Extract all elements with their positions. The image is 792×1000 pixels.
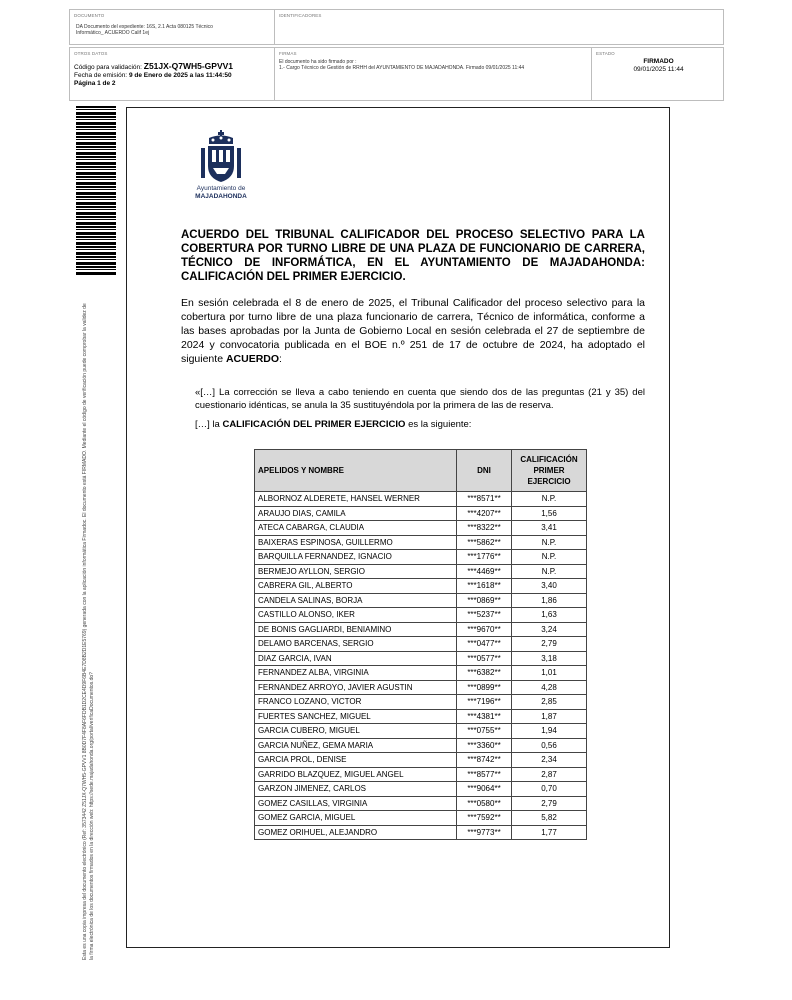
documento-label: DOCUMENTO [74,13,105,18]
header-identificadores-box [274,9,724,45]
cell-name: ALBORNOZ ALDERETE, HANSEL WERNER [255,492,457,507]
documento-value-2: Informático_ ACUERDO Calif 1ej [76,30,150,36]
quote2-end: es la siguiente: [405,419,472,430]
body-paragraph [181,296,645,366]
cell-dni: ***0577** [457,651,512,666]
majadahonda-crest-icon [189,128,253,200]
cell-score: 0,70 [512,782,587,797]
cell-name: CANDELA SALINAS, BORJA [255,593,457,608]
cell-score: 2,87 [512,767,587,782]
cell-score: 1,77 [512,825,587,840]
cell-dni: ***9773** [457,825,512,840]
cell-dni: ***9064** [457,782,512,797]
cell-dni: ***0755** [457,724,512,739]
side-verification-text: Esta es una copia impresa del documento electrónico (Ref: 3573442 Z51JX-Q7WH5-GPVV1 8B0D7F4F8AF6FDB1D2CE4D9F6B4E7D8B2D1E5769) generada con la aplicación informática Firmadoc. El documento está FIRMADO. Mediante el código de verificación puede comprobar la validez de la firma electrónica de los documentos firmados en la dirección web: https://sede.majadahonda.org/portal/verificaDocumentos.do? [82,303,95,960]
cell-name: DE BONIS GAGLIARDI, BENIAMINO [255,622,457,637]
header-estado-box [591,47,724,101]
cell-name: GARZON JIMENEZ, CARLOS [255,782,457,797]
cell-name: GARCIA PROL, DENISE [255,753,457,768]
cell-name: GOMEZ GARCIA, MIGUEL [255,811,457,826]
otros-label: OTROS DATOS [74,51,108,56]
cell-name: GARCIA CUBERO, MIGUEL [255,724,457,739]
table-row [255,550,587,565]
cell-score: 1,87 [512,709,587,724]
cell-name: ARAUJO DIAS, CAMILA [255,506,457,521]
table-row [255,637,587,652]
cell-dni: ***3360** [457,738,512,753]
validation-code: Z51JX-Q7WH5-GPVV1 [143,61,234,71]
header-firmas-box [274,47,592,101]
body-bold: ACUERDO [225,353,280,365]
cell-name: ATECA CABARGA, CLAUDIA [255,521,457,536]
cell-score: 1,56 [512,506,587,521]
cell-dni: ***0477** [457,637,512,652]
table-row [255,695,587,710]
cell-name: BARQUILLA FERNANDEZ, IGNACIO [255,550,457,565]
cell-name: DIAZ GARCIA, IVAN [255,651,457,666]
cell-name: DELAMO BARCENAS, SERGIO [255,637,457,652]
cell-score: 4,28 [512,680,587,695]
table-row [255,492,587,507]
body-end: : [279,353,282,365]
table-row [255,753,587,768]
cell-score: 2,85 [512,695,587,710]
table-row [255,593,587,608]
cell-dni: ***0869** [457,593,512,608]
cell-name: FRANCO LOZANO, VICTOR [255,695,457,710]
cell-dni: ***0899** [457,680,512,695]
body-text: En sesión celebrada el 8 de enero de 2025, el Tribunal Calificador del proceso selectivo para la cobertura por turno libre de una plaza funcionario de carrera, Técnico de informática, conforme a las bases aprobadas por la Junta de Gobierno Local en sesión celebrada el 27 de septiembre de 2024 y convocatoria publicada en el BOE n.º 251 de 17 de octubre de 2024, ha adoptado el siguiente [181,297,645,365]
firmas-line-2: 1.- Cargo Técnico de Gestión de RRHH del AYUNTAMIENTO DE MAJADAHONDA. Firmado 09/01/2025 11:44 [279,65,525,71]
table-row [255,564,587,579]
table-row [255,506,587,521]
cell-dni: ***1618** [457,579,512,594]
cell-dni: ***5862** [457,535,512,550]
table-row [255,622,587,637]
cell-dni: ***8742** [457,753,512,768]
cell-dni: ***7196** [457,695,512,710]
cell-name: FERNANDEZ ARROYO, JAVIER AGUSTIN [255,680,457,695]
cell-name: BERMEJO AYLLON, SERGIO [255,564,457,579]
cell-score: 3,40 [512,579,587,594]
table-header-row [255,450,587,492]
cell-score: 2,79 [512,637,587,652]
estado-label: ESTADO [596,51,615,56]
estado-value: FIRMADO [643,58,674,65]
table-row [255,651,587,666]
header-documento-box [69,9,275,45]
table-row [255,724,587,739]
table-row [255,579,587,594]
quote-paragraph-2 [195,418,645,431]
cell-dni: ***8571** [457,492,512,507]
cell-score: 1,63 [512,608,587,623]
cell-dni: ***7592** [457,811,512,826]
quote2-bold: CALIFICACIÓN DEL PRIMER EJERCICIO [222,419,406,430]
table-row [255,811,587,826]
header-calificacion: CALIFICACIÓN PRIMER EJERCICIO [512,450,587,492]
cell-dni: ***4207** [457,506,512,521]
header-dni: DNI [457,450,512,492]
quote-paragraph-1: «[…] La corrección se lleva a cabo teniendo en cuenta que siendo dos de las preguntas (21 y 35) del cuestionario idénticas, se anula la 35 sustituyéndola por la primera de las de reserva. [195,387,645,411]
cell-dni: ***5237** [457,608,512,623]
cell-dni: ***8577** [457,767,512,782]
codigo-prefix: Código para validación: [74,64,142,71]
table-row [255,666,587,681]
cell-score: 2,34 [512,753,587,768]
header-name: APELIDOS Y NOMBRE [255,450,457,492]
cell-score: 3,18 [512,651,587,666]
quote2-start: […] la [195,419,223,430]
firmas-line-1: El documento ha sido firmado por : [279,59,357,65]
table-row [255,825,587,840]
cell-name: CASTILLO ALONSO, IKER [255,608,457,623]
cell-dni: ***0580** [457,796,512,811]
estado-date: 09/01/2025 11:44 [633,66,684,73]
header-otros-box [69,47,275,101]
fecha-prefix: Fecha de emisión: [74,72,128,79]
table-row [255,535,587,550]
cell-score: 3,24 [512,622,587,637]
cell-score: 1,01 [512,666,587,681]
cell-score: 3,41 [512,521,587,536]
cell-dni: ***6382** [457,666,512,681]
barcode-image [76,106,116,276]
page-number: Página 1 de 2 [74,80,116,87]
results-table [254,449,587,840]
documento-value-1: DA Documento del expediente: 16S, 2.1 Acta 080125 Técnico [76,24,213,30]
cell-score: 1,86 [512,593,587,608]
cell-name: GARCIA NUÑEZ, GEMA MARIA [255,738,457,753]
cell-dni: ***1776** [457,550,512,565]
cell-name: GOMEZ CASILLAS, VIRGINIA [255,796,457,811]
fecha-value: 9 de Enero de 2025 a las 11:44:50 [128,72,232,79]
cell-name: GOMEZ ORIHUEL, ALEJANDRO [255,825,457,840]
cell-score: 1,94 [512,724,587,739]
identificadores-label: IDENTIFICADORES [279,13,322,18]
cell-score: 0,56 [512,738,587,753]
firmas-label: FIRMAS [279,51,297,56]
cell-name: FUERTES SANCHEZ, MIGUEL [255,709,457,724]
cell-name: FERNANDEZ ALBA, VIRGINIA [255,666,457,681]
cell-score: N.P. [512,550,587,565]
cell-dni: ***8322** [457,521,512,536]
cell-name: GARRIDO BLAZQUEZ, MIGUEL ANGEL [255,767,457,782]
cell-dni: ***9670** [457,622,512,637]
cell-score: N.P. [512,492,587,507]
table-row [255,709,587,724]
cell-score: N.P. [512,535,587,550]
cell-dni: ***4469** [457,564,512,579]
logo-line-1: Ayuntamiento de [196,185,246,192]
table-row [255,767,587,782]
cell-score: N.P. [512,564,587,579]
cell-name: CABRERA GIL, ALBERTO [255,579,457,594]
cell-name: BAIXERAS ESPINOSA, GUILLERMO [255,535,457,550]
table-row [255,608,587,623]
cell-dni: ***4381** [457,709,512,724]
cell-score: 5,82 [512,811,587,826]
table-row [255,796,587,811]
table-row [255,782,587,797]
document-title: ACUERDO DEL TRIBUNAL CALIFICADOR DEL PROCESO SELECTIVO PARA LA COBERTURA POR TURNO LIBRE DE UNA PLAZA DE FUNCIONARIO DE CARRERA, TÉCNICO DE INFORMÁTICA, EN EL AYUNTAMIENTO DE MAJADAHONDA: CALIFICACIÓN DEL PRIMER EJERCICIO. [181,229,645,283]
table-row [255,680,587,695]
table-row [255,738,587,753]
cell-score: 2,79 [512,796,587,811]
logo-line-2: MAJADAHONDA [195,193,247,200]
table-row [255,521,587,536]
